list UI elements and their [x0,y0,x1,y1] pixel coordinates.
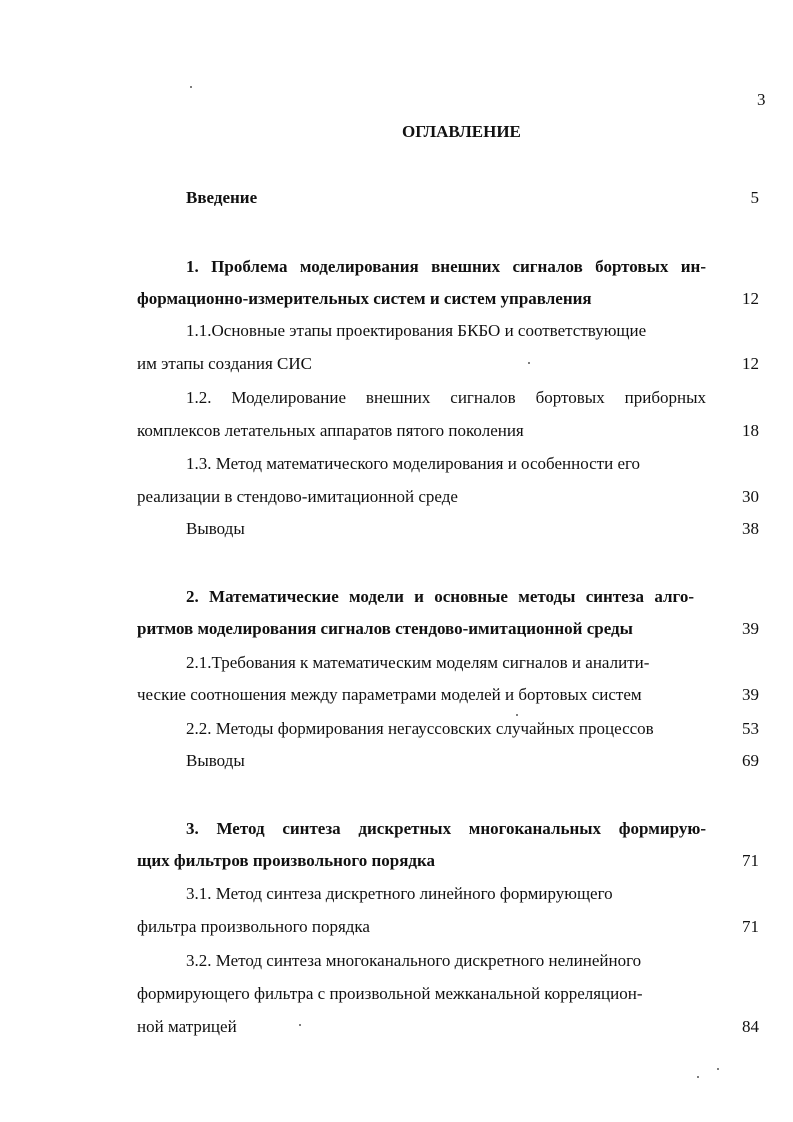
toc-s13-line2: реализации в стендово-имитационной среде [137,487,458,506]
toc-s12-line2: комплексов летательных аппаратов пятого поколения [137,421,524,440]
toc-ch1-title-line1: 1. Проблема моделирования внешних сигналов бортовых ин- [186,257,706,276]
toc-s21-line1: 2.1.Требования к математическим моделям сигналов и аналити- [186,653,650,672]
toc-ch1-conclusions-page: 38 [742,519,759,538]
page-number: 3 [757,90,766,109]
toc-s13-line1: 1.3. Метод математического моделирования и особенности его [186,454,641,473]
toc-s31-line1: 3.1. Метод синтеза дискретного линейного формирующего [186,884,613,903]
page-title: ОГЛАВЛЕНИЕ [402,122,521,141]
toc-s32-line3: ной матрицей [137,1017,237,1036]
toc-s32-line2: формирующего фильтра с произвольной межканальной корреляцион- [137,984,643,1003]
toc-intro-label: Введение [186,188,258,207]
toc-s21-page: 39 [742,685,759,704]
toc-s32-page: 84 [742,1017,759,1036]
scan-speck [697,1076,699,1078]
toc-s22-line1: 2.2. Методы формирования негауссовских случайных процессов [186,719,654,738]
scan-speck [516,714,518,716]
toc-ch2-page: 39 [742,619,759,638]
toc-s11-line2: им этапы создания СИС [137,354,312,373]
toc-ch1-title-line2: формационно-измерительных систем и систем управления [137,289,592,308]
toc-s11-line1: 1.1.Основные этапы проектирования БКБО и соответствующие [186,321,647,340]
toc-s31-page: 71 [742,917,759,936]
toc-ch1-page: 12 [742,289,759,308]
scan-speck [717,1068,719,1070]
toc-s13-page: 30 [742,487,759,506]
toc-ch2-title-line1: 2. Математические модели и основные методы синтеза алго- [186,587,694,606]
toc-intro-page: 5 [750,188,759,207]
toc-s12-page: 18 [742,421,759,440]
toc-ch2-conclusions-page: 69 [742,751,759,770]
scan-speck [299,1024,301,1026]
toc-s11-page: 12 [742,354,759,373]
scan-speck [190,86,192,88]
toc-s12-line1: 1.2. Моделирование внешних сигналов бортовых приборных [186,388,706,407]
toc-s22-page: 53 [742,719,759,738]
toc-ch2-title-line2: ритмов моделирования сигналов стендово-имитационной среды [137,619,633,638]
toc-ch3-title-line2: щих фильтров произвольного порядка [137,851,436,870]
scan-speck [528,362,530,364]
toc-s32-line1: 3.2. Метод синтеза многоканального дискретного нелинейного [186,951,642,970]
toc-s21-line2: ческие соотношения между параметрами моделей и бортовых систем [137,685,642,704]
toc-ch1-conclusions-label: Выводы [186,519,245,538]
toc-ch2-conclusions-label: Выводы [186,751,245,770]
toc-ch3-title-line1: 3. Метод синтеза дискретных многоканальных формирую- [186,819,706,838]
toc-ch3-page: 71 [742,851,759,870]
toc-s31-line2: фильтра произвольного порядка [137,917,370,936]
